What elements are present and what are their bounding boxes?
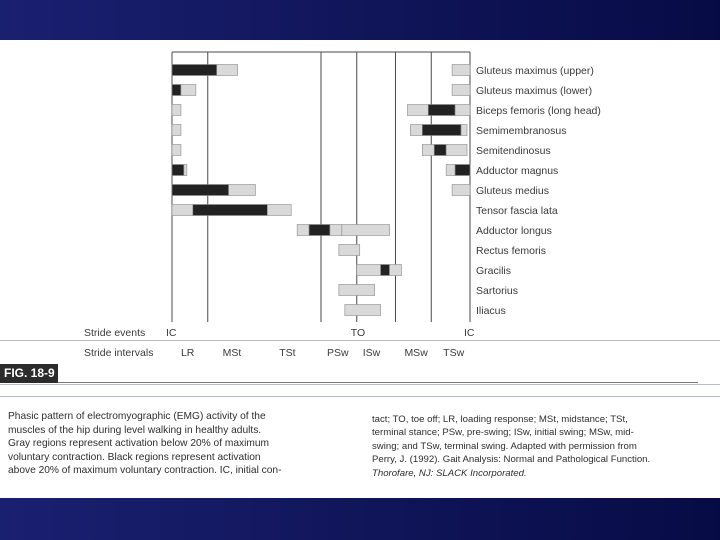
caption-line: Phasic pattern of electromyographic (EMG) activity of the <box>8 411 266 422</box>
figure-rule <box>58 382 698 383</box>
stride-events-label: Stride events <box>84 327 146 339</box>
stride-interval-tick-label: TSw <box>443 347 465 359</box>
stride-interval-tick-label: ISw <box>362 347 381 359</box>
activation-bar-black <box>434 145 446 156</box>
activation-bar-gray <box>297 225 309 236</box>
muscle-label: Semimembranosus <box>476 125 567 137</box>
activation-bar-gray <box>217 65 238 76</box>
activation-bar-gray <box>446 145 467 156</box>
activation-bar-gray <box>357 265 381 276</box>
activation-bar-black <box>422 125 461 136</box>
activation-bar-black <box>172 65 217 76</box>
caption-line: Perry, J. (1992). Gait Analysis: Normal and Pathological Function. <box>372 454 651 466</box>
activation-bar-gray <box>184 165 187 176</box>
activation-bar-gray <box>390 265 402 276</box>
activation-bar-gray <box>172 105 181 116</box>
muscle-label: Rectus femoris <box>476 245 547 257</box>
activation-bar-gray <box>229 185 256 196</box>
activation-bar-black <box>455 165 470 176</box>
activation-bar-gray <box>410 125 422 136</box>
muscle-label: Gracilis <box>476 265 512 277</box>
caption-line: above 20% of maximum voluntary contraction. IC, initial con- <box>8 465 282 477</box>
bottom-band <box>0 498 720 540</box>
stride-interval-tick-label: LR <box>180 347 195 359</box>
caption-line: Gray regions represent activation below 20% of maximum <box>8 438 270 450</box>
muscle-label: Tensor fascia lata <box>476 205 558 217</box>
muscle-label: Adductor longus <box>476 225 552 237</box>
top-title-band <box>0 0 720 40</box>
activation-bar-gray <box>342 225 390 236</box>
muscle-labels <box>476 65 601 317</box>
activation-bar-gray <box>422 145 434 156</box>
activation-bar-black <box>309 225 330 236</box>
caption-line: muscles of the hip during level walking in healthy adults. <box>8 424 262 436</box>
activation-bar-gray <box>461 125 467 136</box>
scan-stripe <box>0 396 720 397</box>
caption-line: Thorofare, NJ: SLACK Incorporated. <box>372 467 527 479</box>
textbook-figure-page <box>0 40 720 498</box>
activation-bar-black <box>172 185 229 196</box>
scan-stripe <box>0 384 720 385</box>
stride-interval-tick-label: TSt <box>279 347 296 359</box>
figure-label: FIG. 18-9 <box>0 364 58 383</box>
emg-gait-chart <box>0 40 720 370</box>
muscle-label: Gluteus maximus (upper) <box>476 65 594 77</box>
caption-line: swing; and TSw, terminal swing. Adapted with permission from <box>372 440 637 452</box>
muscle-label: Gluteus medius <box>476 185 549 197</box>
stride-events-row <box>84 327 475 339</box>
muscle-label: Biceps femoris (long head) <box>476 105 601 117</box>
activation-bar-black <box>381 265 390 276</box>
activation-bar-black <box>172 165 184 176</box>
caption-right <box>372 413 710 480</box>
caption-line: terminal stance; PSw, pre-swing; ISw, initial swing; MSw, mid- <box>372 427 634 439</box>
activation-bar-gray <box>172 205 193 216</box>
scan-stripe <box>0 340 720 341</box>
stride-intervals-row <box>84 347 465 359</box>
activation-bar-gray <box>181 85 196 96</box>
muscle-label: Semitendinosus <box>476 145 551 157</box>
stride-interval-tick-label: PSw <box>326 347 349 359</box>
activation-bar-black <box>428 105 455 116</box>
activation-bar-gray <box>452 85 470 96</box>
activation-bar-gray <box>452 65 470 76</box>
stride-interval-tick-label: MSt <box>222 347 242 359</box>
stride-event-tick-label: IC <box>464 327 475 339</box>
muscle-label: Gluteus maximus (lower) <box>476 85 593 97</box>
activation-bar-gray <box>446 165 455 176</box>
stride-interval-tick-label: MSw <box>404 347 428 359</box>
caption-left <box>8 410 356 478</box>
muscle-label: Iliacus <box>476 305 506 317</box>
stride-event-tick-label: TO <box>350 327 366 339</box>
muscle-label: Sartorius <box>476 285 519 297</box>
activation-bar-gray <box>267 205 291 216</box>
caption-line: voluntary contraction. Black regions represent activation <box>8 451 261 463</box>
muscle-label: Adductor magnus <box>476 165 559 177</box>
activation-bar-gray <box>172 125 181 136</box>
activation-bar-black <box>193 205 267 216</box>
activation-bar-gray <box>455 105 470 116</box>
activation-bar-gray <box>345 305 381 316</box>
stride-event-tick-label: IC <box>166 327 177 339</box>
activation-bar-gray <box>330 225 342 236</box>
activation-bar-gray <box>172 145 181 156</box>
caption-line: tact; TO, toe off; LR, loading response; MSt, midstance; TSt, <box>372 414 628 425</box>
stride-intervals-label: Stride intervals <box>84 347 154 359</box>
activation-bar-gray <box>407 105 428 116</box>
activation-bar-black <box>172 85 181 96</box>
activation-bar-gray <box>339 285 375 296</box>
activation-bar-gray <box>339 245 360 256</box>
activation-bar-gray <box>452 185 470 196</box>
